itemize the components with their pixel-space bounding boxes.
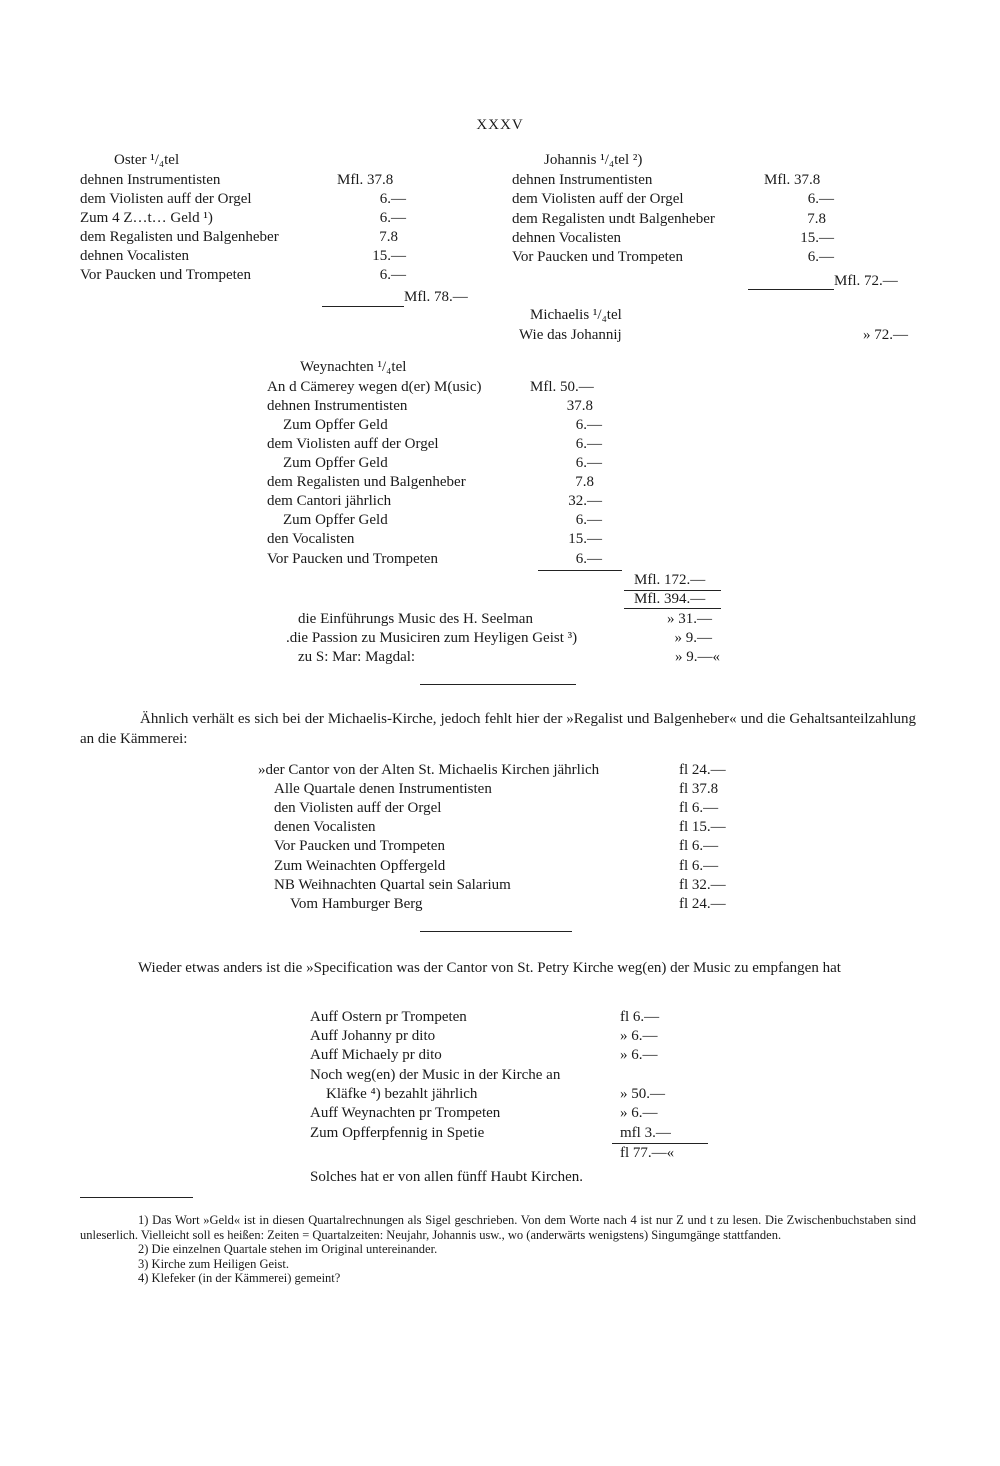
johannis-row-amount: Mfl. 37.8 xyxy=(764,172,821,188)
footnote-2: 2) Die einzelnen Quartale stehen im Original untereinander. xyxy=(138,1242,438,1256)
grand-total-underline xyxy=(624,608,721,609)
paragraph-petri: Wieder etwas anders ist die »Specification was der Cantor von St. Petry Kirche weg(en) der Music zu empfangen hat xyxy=(138,960,841,976)
weynachten-row-label: An d Cämerey wegen d(er) M(usic) xyxy=(267,379,482,395)
extra-row-label: zu S: Mar: Magdal: xyxy=(298,649,416,665)
weynachten-sum-rule xyxy=(538,570,622,571)
mk-row-label: Zum Weinachten Opffergeld xyxy=(274,858,446,874)
michaelis-line: Wie das Johannij xyxy=(519,327,622,343)
johannis-total: Mfl. 72.— xyxy=(834,273,898,289)
johannis-row-amount: 6.— xyxy=(807,191,834,207)
petri-row-amount: » 6.— xyxy=(620,1047,658,1063)
petri-row-label: Auff Weynachten pr Trompeten xyxy=(310,1105,501,1121)
petri-row-label: Zum Opfferpfennig in Spetie xyxy=(310,1125,485,1141)
johannis-row-label: dem Regalisten undt Balgenheber xyxy=(512,211,715,227)
mk-row-amount: fl 24.— xyxy=(679,896,726,912)
oster-row-amount: Mfl. 37.8 xyxy=(337,172,394,188)
extra-row-amount: » 31.— xyxy=(667,611,712,627)
michaelis-header: Michaelis ¹/₄tel xyxy=(530,307,622,323)
petri-row-label: Kläfke ⁴) bezahlt jährlich xyxy=(326,1086,478,1102)
oster-row-amount: 6.— xyxy=(379,267,406,283)
petri-row-amount: » 50.— xyxy=(620,1086,665,1102)
weynachten-row-label: dehnen Instrumentisten xyxy=(267,398,408,414)
petri-total: fl 77.—« xyxy=(620,1145,675,1161)
weynachten-row-label: Zum Opffer Geld xyxy=(283,512,388,528)
weynachten-header: Weynachten ¹/₄tel xyxy=(300,359,407,375)
weynachten-row-amount: 6.— xyxy=(575,417,602,433)
mk-row-amount: fl 24.— xyxy=(679,762,726,778)
johannis-header: Johannis ¹/₄tel ²) xyxy=(544,152,643,168)
petri-row-amount: mfl 3.— xyxy=(620,1125,671,1141)
oster-row-amount: 15.— xyxy=(372,248,406,264)
weynachten-row-amount: 15.— xyxy=(568,531,602,547)
footnotes xyxy=(80,1213,916,1286)
weynachten-row-amount: 6.— xyxy=(575,512,602,528)
mk-row-amount: fl 37.8 xyxy=(679,781,719,797)
petri-row-label: Auff Michaely pr dito xyxy=(310,1047,442,1063)
mk-row-amount: fl 6.— xyxy=(679,858,719,874)
extra-row-label: die Einführungs Music des H. Seelman xyxy=(298,611,533,627)
oster-sum-rule xyxy=(322,306,404,307)
petri-row-label: Auff Ostern pr Trompeten xyxy=(310,1009,467,1025)
michaelis-amount: » 72.— xyxy=(863,327,908,343)
oster-row-label: Vor Paucken und Trompeten xyxy=(80,267,251,283)
footnote-4: 4) Klefeker (in der Kämmerei) gemeint? xyxy=(138,1271,341,1285)
extra-row-amount: » 9.—« xyxy=(675,649,720,665)
weynachten-grand-total: Mfl. 394.— xyxy=(634,591,706,607)
oster-row-label: dem Regalisten und Balgenheber xyxy=(80,229,279,245)
oster-row-label: Zum 4 Z…t… Geld ¹) xyxy=(80,210,213,226)
weynachten-row-amount: 6.— xyxy=(575,455,602,471)
johannis-row-label: dehnen Vocalisten xyxy=(512,230,622,246)
weynachten-row-label: Zum Opffer Geld xyxy=(283,417,388,433)
mk-row-label: Vor Paucken und Trompeten xyxy=(274,838,445,854)
weynachten-row-amount: 7.8 xyxy=(575,474,594,490)
weynachten-row-label: Vor Paucken und Trompeten xyxy=(267,551,438,567)
weynachten-row-amount: 6.— xyxy=(575,436,602,452)
oster-total: Mfl. 78.— xyxy=(404,289,468,305)
weynachten-row-label: Zum Opffer Geld xyxy=(283,455,388,471)
paragraph-michaelis: Ähnlich verhält es sich bei der Michaelis-Kirche, jedoch fehlt hier der »Regalist und Balgenheber« und die Gehaltsanteilzahlung an die Kämmerei: xyxy=(80,711,916,747)
petri-row-label: Auff Johanny pr dito xyxy=(310,1028,436,1044)
weynachten-row-label: den Vocalisten xyxy=(267,531,355,547)
weynachten-row-label: dem Violisten auff der Orgel xyxy=(267,436,439,452)
section-divider xyxy=(420,931,572,932)
mk-row-label: Vom Hamburger Berg xyxy=(290,896,423,912)
oster-row-label: dehnen Instrumentisten xyxy=(80,172,221,188)
petri-row-amount: » 6.— xyxy=(620,1105,658,1121)
weynachten-row-amount: 6.— xyxy=(575,551,602,567)
johannis-sum-rule xyxy=(748,289,834,290)
section-divider xyxy=(420,684,576,685)
petri-row-amount: fl 6.— xyxy=(620,1009,660,1025)
mk-row-amount: fl 32.— xyxy=(679,877,726,893)
petri-row-amount: » 6.— xyxy=(620,1028,658,1044)
mk-row-label: den Violisten auff der Orgel xyxy=(274,800,442,816)
mk-row-label: »der Cantor von der Alten St. Michaelis Kirchen jährlich xyxy=(258,762,600,778)
weynachten-subtotal: Mfl. 172.— xyxy=(634,572,706,588)
weynachten-row-label: dem Cantori jährlich xyxy=(267,493,392,509)
mk-row-label: NB Weihnachten Quartal sein Salarium xyxy=(274,877,511,893)
weynachten-row-amount: 32.— xyxy=(568,493,602,509)
johannis-row-amount: 6.— xyxy=(807,249,834,265)
mk-row-amount: fl 15.— xyxy=(679,819,726,835)
johannis-row-label: dem Violisten auff der Orgel xyxy=(512,191,684,207)
oster-row-amount: 6.— xyxy=(379,191,406,207)
mk-row-label: Alle Quartale denen Instrumentisten xyxy=(274,781,492,797)
mk-row-label: denen Vocalisten xyxy=(274,819,376,835)
page-number: XXXV xyxy=(476,117,524,133)
johannis-row-amount: 15.— xyxy=(800,230,834,246)
footnote-1: 1) Das Wort »Geld« ist in diesen Quartalrechnungen als Sigel geschrieben. Von dem Worte nach 4 ist nur Z und t zu lesen. Die Zwischenbuchstaben sind unleserlich. Vielleicht soll es heißen: Zeiten = Quartalzeiten: Neujahr, Johannis usw., wo (anderwärts wenigstens) Singumgänge stattfanden. xyxy=(80,1213,916,1242)
johannis-row-label: dehnen Instrumentisten xyxy=(512,172,653,188)
johannis-row-label: Vor Paucken und Trompeten xyxy=(512,249,683,265)
oster-header: Oster ¹/₄tel xyxy=(114,152,180,168)
weynachten-row-amount: Mfl. 50.— xyxy=(530,379,594,395)
johannis-row-amount: 7.8 xyxy=(807,211,826,227)
petri-closing: Solches hat er von allen fünff Haubt Kirchen. xyxy=(310,1169,583,1185)
extra-row-amount: » 9.— xyxy=(674,630,712,646)
oster-row-amount: 6.— xyxy=(379,210,406,226)
weynachten-row-label: dem Regalisten und Balgenheber xyxy=(267,474,466,490)
oster-row-amount: 7.8 xyxy=(379,229,398,245)
oster-row-label: dem Violisten auff der Orgel xyxy=(80,191,252,207)
weynachten-row-amount: 37.8 xyxy=(566,398,593,414)
extra-row-label: .die Passion zu Musiciren zum Heyligen Geist ³) xyxy=(286,630,578,646)
petri-row-label: Noch weg(en) der Music in der Kirche an xyxy=(310,1067,561,1083)
mk-row-amount: fl 6.— xyxy=(679,800,719,816)
mk-row-amount: fl 6.— xyxy=(679,838,719,854)
oster-row-label: dehnen Vocalisten xyxy=(80,248,190,264)
footnote-3: 3) Kirche zum Heiligen Geist. xyxy=(138,1256,289,1271)
footnote-separator xyxy=(80,1197,193,1198)
